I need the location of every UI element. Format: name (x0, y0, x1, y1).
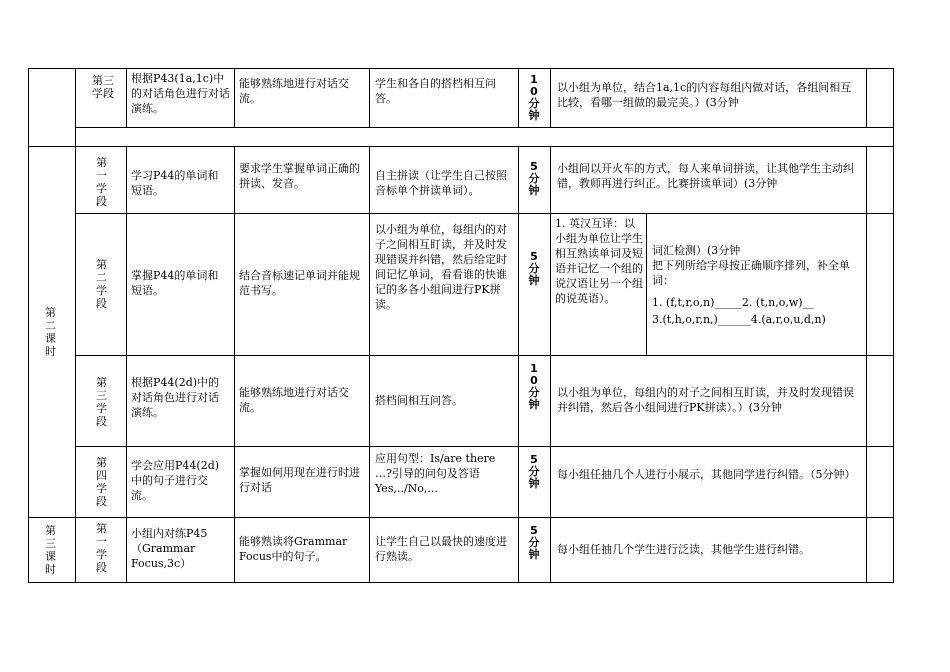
table-rule (518, 146, 519, 583)
activity-cell: 每小组任抽几个学生进行泛读，其他学生进行纠错。 (557, 543, 810, 556)
table-rule (550, 146, 551, 583)
goal-cell: 要求学生掌握单词正确的拼读、发音。 (239, 162, 360, 190)
content-cell: 学会应用P44(2d)中的句子进行交流。 (131, 459, 220, 502)
table-rule (75, 68, 76, 583)
table-rule (866, 146, 867, 583)
table-rule (75, 127, 894, 128)
stage-label: 第三学段 (92, 74, 114, 100)
activity-cell: 小组间以开火车的方式，每人来单词拼读，让其他学生主动纠错，教师再进行纠正。比赛拼读单词）(3分钟 (557, 162, 854, 190)
duration-cell: 5分钟 (528, 524, 540, 561)
table-rule (893, 68, 894, 583)
method-cell: 让学生自己以最快的速度进行熟读。 (375, 535, 507, 563)
duration-cell: 10分钟 (528, 362, 540, 411)
stage-label: 第三学段 (96, 376, 107, 428)
goal-cell: 掌握如何用现在进行时进行对话 (239, 466, 360, 494)
lesson-label: 第三课时 (45, 524, 56, 576)
table-rule (234, 146, 235, 583)
lesson-label: 第二课时 (45, 306, 56, 358)
table-rule (75, 446, 894, 447)
table-rule (126, 146, 127, 583)
duration-cell: 5分钟 (528, 160, 540, 197)
table-rule (646, 213, 647, 356)
table-rule (28, 517, 894, 518)
table-rule (75, 213, 894, 214)
activity-cell: 以小组为单位，每组内的对子之间相互盯读，并及时发现错误并纠错，然后各小组间进行PK拼读）。）(3分钟 (557, 386, 854, 414)
content-cell: 小组内对练P45（Grammar Focus,3c） (131, 527, 208, 570)
activity-translation: 1. 英汉互译：以小组为单位让学生相互熟读单词及短语并记忆一个组的说汉语让另一个组的说英语）。 (555, 217, 643, 305)
goal-cell: 结合音标速记单词并能规范书写。 (239, 269, 360, 297)
method-cell: 应用句型：Is/are there …?引导的问句及答语Yes,../No,... (375, 452, 499, 495)
activity-cell: 每小组任抽几个人进行小展示，其他同学进行纠错。（5分钟） (557, 468, 856, 481)
table-rule (75, 355, 894, 356)
goal-cell: 能够熟读将Grammar Focus中的句子。 (239, 535, 351, 563)
stage-label: 第二学段 (96, 258, 107, 310)
goal-cell: 能够熟练地进行对话交流。 (239, 386, 349, 414)
table-rule (234, 68, 235, 128)
method-cell: 以小组为单位，每组内的对子之间相互盯读，并及时发现错误并纠错，然后给定时间记忆单词，看看谁的快谁记的多各小组间进行PK拼读。 (375, 223, 507, 311)
vocab-test-question: 1. (f,t,r,o,n)_____2. (t,n,o,w)__ (652, 296, 814, 309)
table-rule (28, 68, 29, 583)
table-rule (369, 68, 370, 128)
goal-cell: 能够熟练地进行对话交流。 (239, 77, 349, 105)
vocab-test-title: 词汇检测）(3分钟 (652, 244, 741, 257)
table-rule (28, 146, 894, 147)
vocab-test-instructions: 把下列所给字母按正确顺序排列，补全单词： (652, 259, 850, 287)
content-cell: 根据P43(1a,1c)中的对话角色进行对话演练。 (131, 72, 230, 115)
table-rule (550, 68, 551, 128)
duration-cell: 5分钟 (528, 453, 540, 490)
stage-label: 第四学段 (96, 456, 107, 508)
stage-label: 第一学段 (96, 156, 107, 208)
activity-cell: 以小组为单位，结合1a,1c的内容每组内做对话，各组间相互比较，看哪一组做的最完美。）(3分钟 (557, 81, 852, 109)
table-rule (28, 68, 894, 69)
content-cell: 学习P44的单词和短语。 (131, 169, 219, 197)
table-rule (28, 582, 894, 583)
table-rule (518, 68, 519, 128)
table-rule (866, 68, 867, 128)
method-cell: 搭档间相互问答。 (375, 394, 463, 407)
table-rule (126, 68, 127, 128)
table-rule (369, 146, 370, 583)
method-cell: 自主拼读（让学生自己按照音标单个拼读单词）。 (375, 169, 507, 197)
duration-cell: 5分钟 (528, 250, 540, 287)
content-cell: 根据P44(2d)中的对话角色进行对话演练。 (131, 376, 220, 419)
content-cell: 掌握P44的单词和短语。 (131, 269, 219, 297)
stage-label: 第一学段 (96, 522, 107, 574)
vocab-test-question: 3.(t,h,o,r,n,)______4.(a,r,o,u,d,n) (652, 313, 826, 326)
duration-cell: 10分钟 (528, 73, 540, 122)
method-cell: 学生和各自的搭档相互问答。 (375, 77, 496, 105)
